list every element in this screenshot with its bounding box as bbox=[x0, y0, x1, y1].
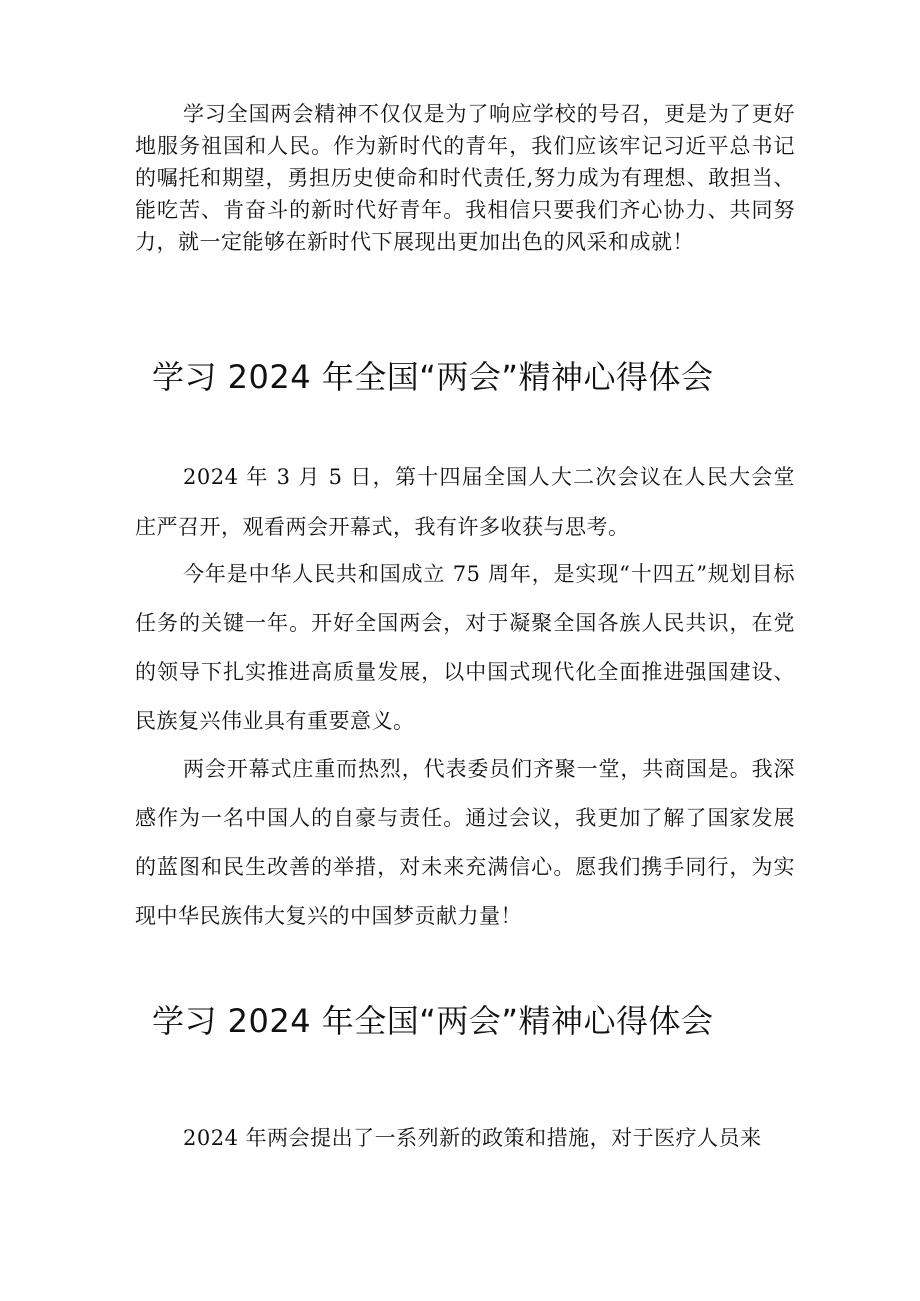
paragraph: 2024 年 3 月 5 日，第十四届全国人大二次会议在人民大会堂庄严召开，观看两会开幕式，我有许多收获与思考。 bbox=[135, 465, 795, 539]
paragraph: 2024 年两会提出了一系列新的政策和措施，对于医疗人员来 bbox=[183, 1126, 762, 1150]
section-title: 学习 2024 年全国“两会”精神心得体会 bbox=[152, 358, 714, 396]
section-title: 学习 2024 年全国“两会”精神心得体会 bbox=[152, 1002, 714, 1040]
intro-paragraph: 学习全国两会精神不仅仅是为了响应学校的号召，更是为了更好地服务祖国和人民。作为新时代的青年，我们应该牢记习近平总书记的嘱托和期望，勇担历史使命和时代责任,努力成为有理想、敢担当、能吃苦、肯奋斗的新时代好青年。我相信只要我们齐心协力、共同努力，就一定能够在新时代下展现出更加出色的风采和成就！ bbox=[135, 102, 795, 254]
paragraph: 两会开幕式庄重而热烈，代表委员们齐聚一堂，共商国是。我深感作为一名中国人的自豪与责任。通过会议，我更加了解了国家发展的蓝图和民生改善的举措，对未来充满信心。愿我们携手同行，为实现中华民族伟大复兴的中国梦贡献力量！ bbox=[135, 757, 795, 928]
paragraph: 今年是中华人民共和国成立 75 周年，是实现“十四五”规划目标任务的关键一年。开好全国两会，对于凝聚全国各族人民共识，在党的领导下扎实推进高质量发展，以中国式现代化全面推进强国建设、民族复兴伟业具有重要意义。 bbox=[135, 562, 795, 733]
